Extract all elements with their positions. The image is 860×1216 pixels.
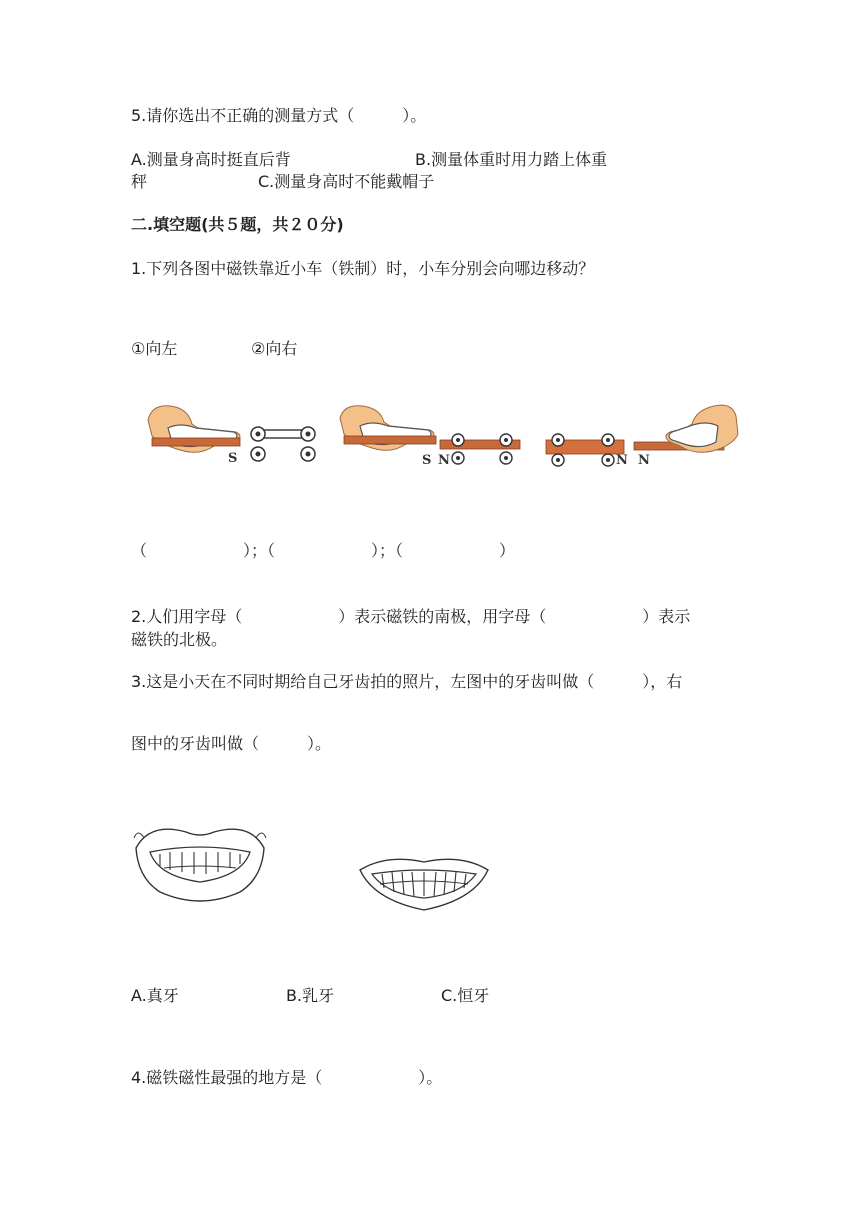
fill2-line1: 2.人们用字母（ ）表示磁铁的南极，用字母（ ）表示 (131, 607, 691, 626)
panel-3 (546, 405, 738, 468)
fill3-line1: 3.这是小天在不同时期给自己牙齿拍的照片，左图中的牙齿叫做（ ），右 (131, 672, 683, 691)
bar-magnet (152, 438, 240, 446)
fill3-line2: 图中的牙齿叫做（ ）。 (131, 734, 332, 753)
fill1-choice-1: ①向左 (131, 339, 178, 358)
q5-stem: 5.请你选出不正确的测量方式（ ）。 (131, 106, 427, 125)
baby-teeth-image (130, 818, 270, 908)
q5-option-b: B.测量体重时用力踏上体重 (415, 150, 608, 169)
q5-option-a: A.测量身高时挺直后背 (131, 150, 291, 169)
fill4-stem: 4.磁铁磁性最强的地方是（ ）。 (131, 1068, 443, 1087)
pole-label-n2: N (616, 453, 628, 468)
pole-label-s2: S (422, 453, 432, 468)
fill3-option-b: B.乳牙 (286, 986, 335, 1005)
q5-option-c: C.测量身高时不能戴帽子 (258, 172, 435, 191)
fill1-answer-blanks: （ ）；（ ）；（ ） (131, 541, 516, 560)
section-heading: 二.填空题(共５题，共２０分) (131, 215, 344, 234)
permanent-teeth-image (356, 852, 492, 916)
pole-label-n3: N (638, 453, 650, 468)
magnet-cart-figure (140, 398, 740, 478)
q5-option-b-cont: 秤 (131, 172, 148, 191)
fill3-option-c: C.恒牙 (441, 986, 490, 1005)
fill1-choice-2: ②向右 (251, 339, 298, 358)
panel-1 (148, 406, 315, 466)
pole-label-n1: N (438, 453, 450, 468)
bar-magnet (344, 436, 436, 444)
fill1-stem: 1.下列各图中磁铁靠近小车（铁制）时，小车分别会向哪边移动？ (131, 259, 595, 278)
pole-label-s1: S (228, 451, 238, 466)
panel-2 (340, 406, 520, 468)
fill3-option-a: A.真牙 (131, 986, 179, 1005)
fill2-line2: 磁铁的北极。 (131, 630, 228, 649)
